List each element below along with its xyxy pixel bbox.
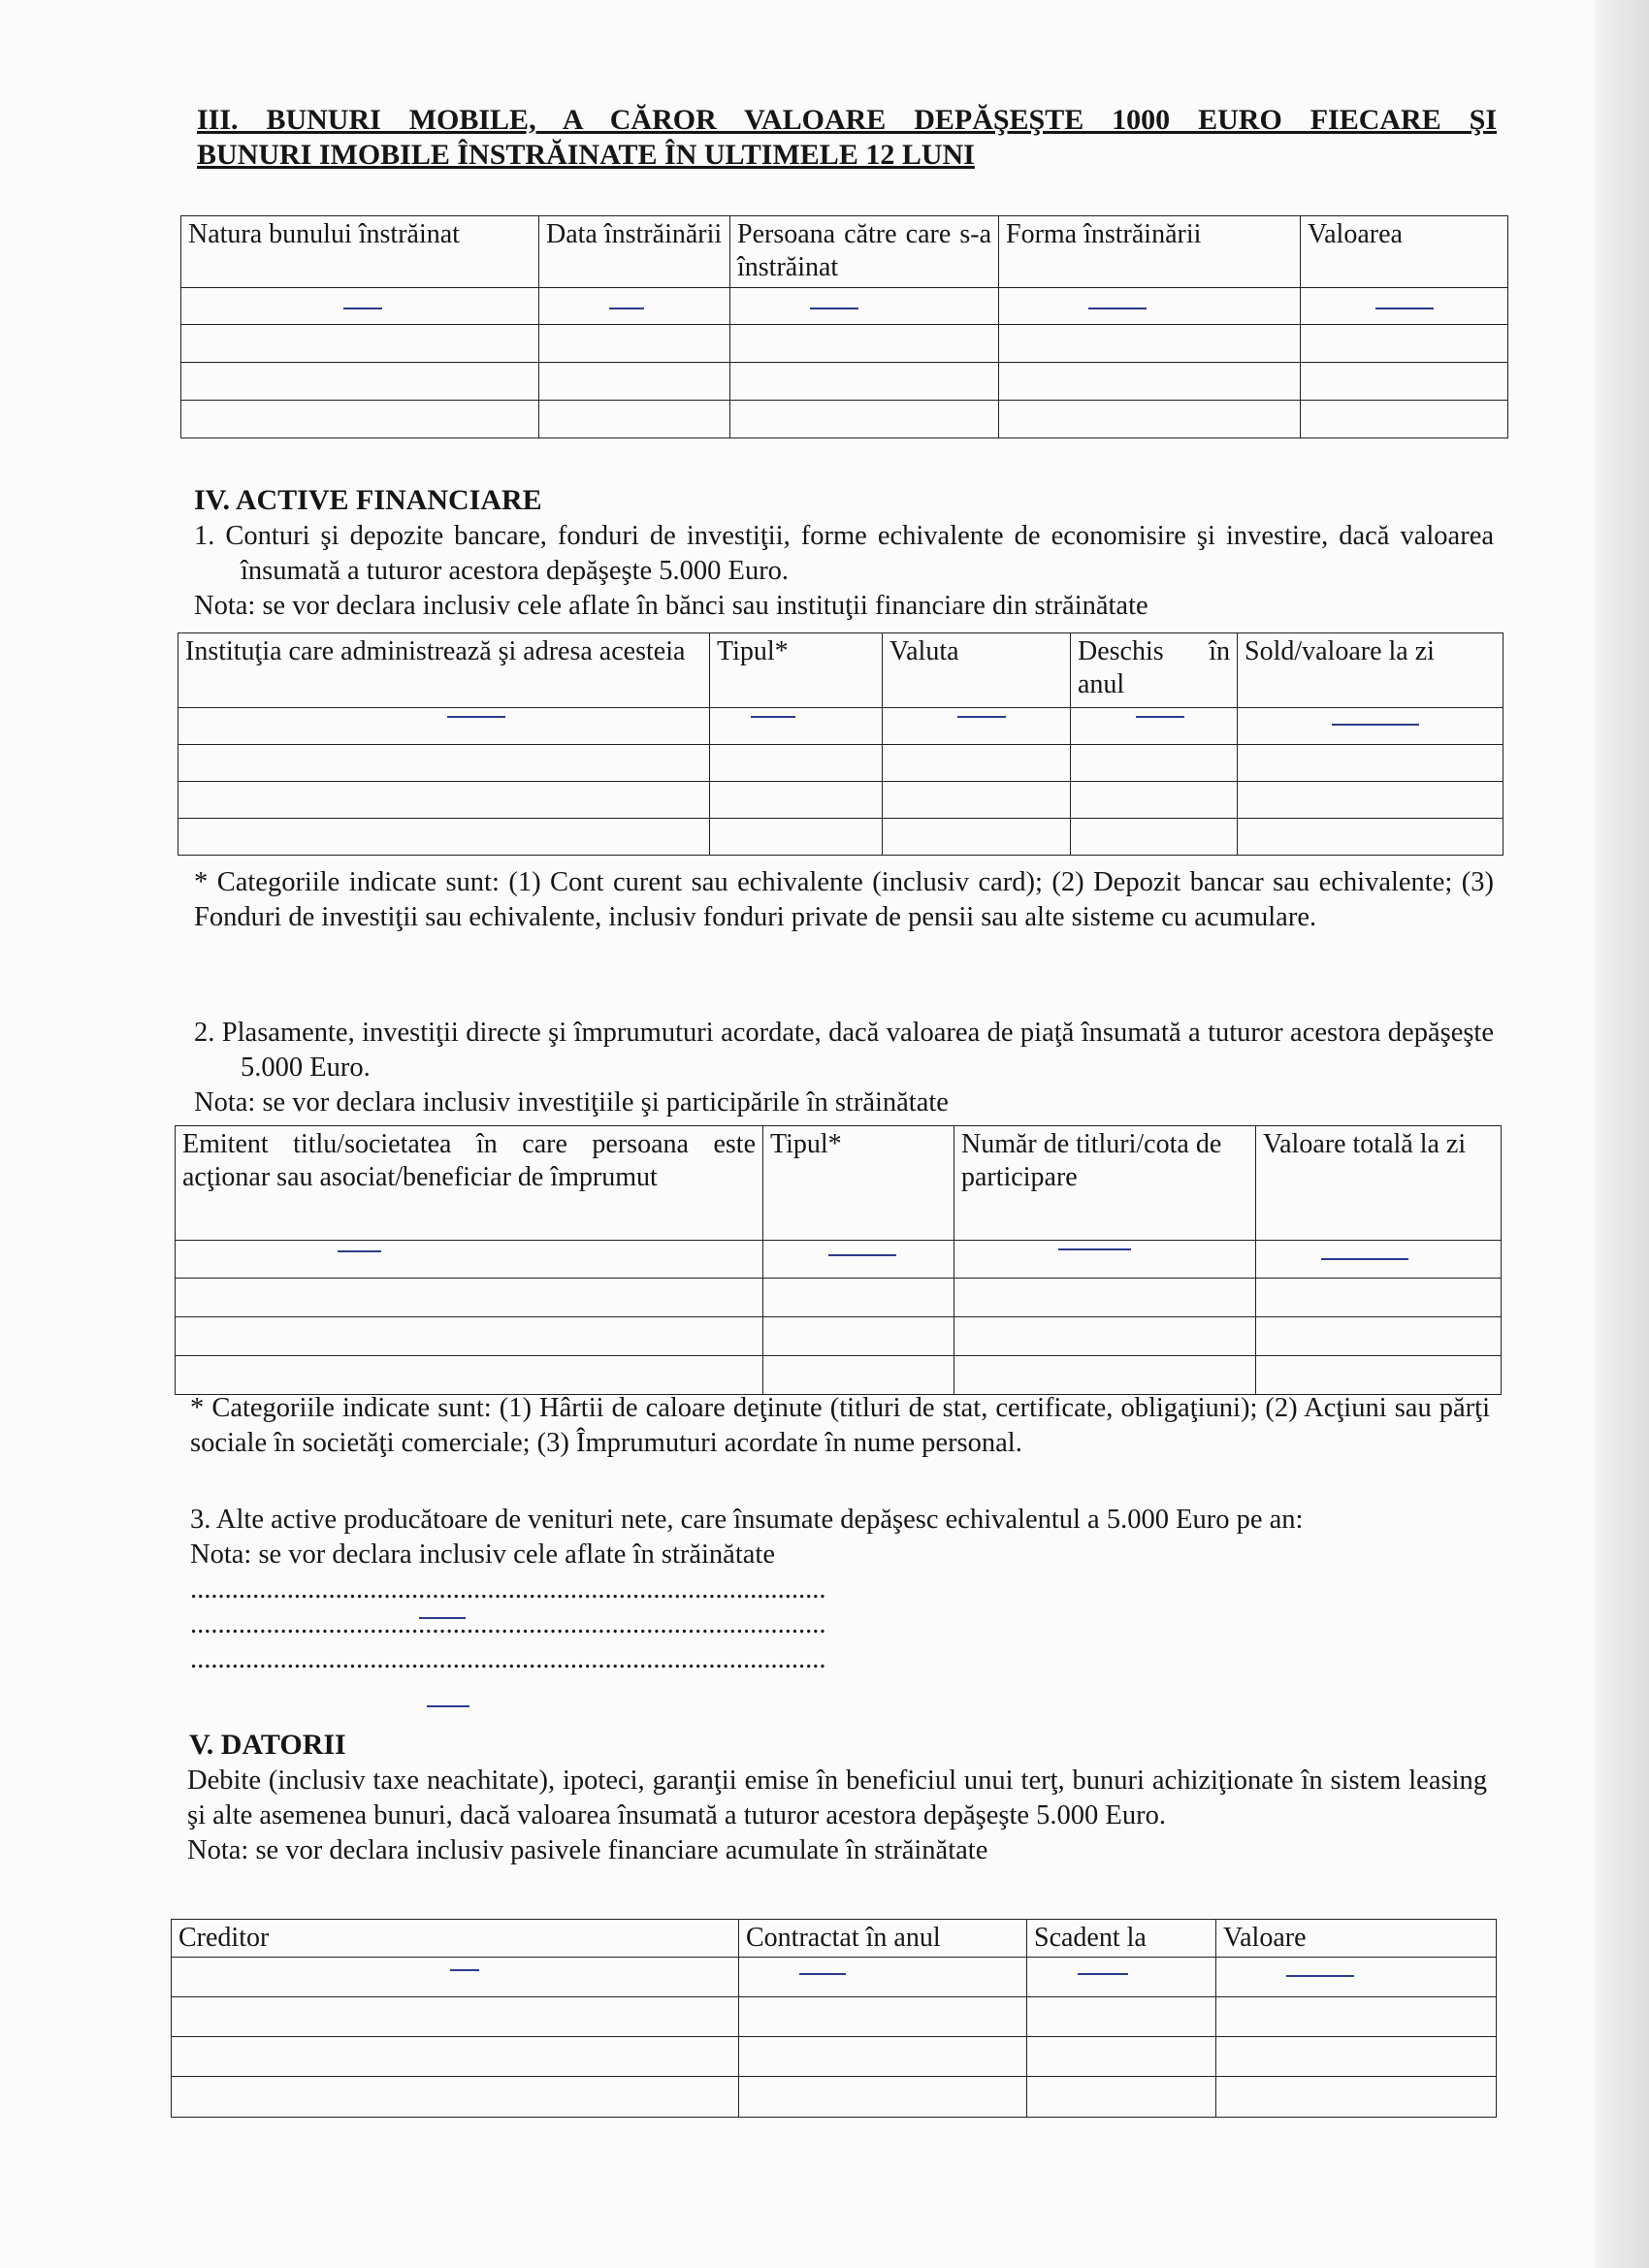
section5-table: [171, 1919, 1497, 2118]
item1-footnote: * Categoriile indicate sunt: (1) Cont curent sau echivalente (inclusiv card); (2) Depozit bancar sau echivalente; (3) Fonduri de investiţii sau echivalente, inclusiv fonduri private de pensii sau alte sisteme cu acumulare.: [194, 867, 1494, 932]
table-header-row: [178, 633, 1504, 708]
page-edge-shadow: [1595, 0, 1649, 2268]
header-emitent: Emitent titlu/societatea în care persoana este acţionar sau asociat/beneficiar de împrumut: [176, 1126, 763, 1241]
item1-text: 1. Conturi şi depozite bancare, fonduri de investiţii, forme echivalente de economisire şi investire, dacă valoarea însumată a tuturor acestora depăşeşte 5.000 Euro.: [194, 521, 1494, 586]
section5-note: Nota: se vor declara inclusiv pasivele financiare acumulate în străinătate: [187, 1834, 988, 1865]
table-header-row: [181, 216, 1508, 288]
section5-title: V. DATORII: [189, 1729, 346, 1761]
item1-table: [178, 632, 1504, 856]
pen-dash: [1286, 1975, 1354, 1977]
pen-dash: [450, 1969, 479, 1971]
table-cell: [1071, 708, 1238, 745]
table-cell: [539, 288, 730, 325]
pen-dash: [338, 1250, 381, 1252]
section4-item1: [194, 519, 1494, 624]
header-contractat: Contractat în anul: [739, 1920, 1027, 1958]
section4-item2: [194, 1016, 1494, 1120]
table-cell: [181, 288, 539, 325]
table-row: [178, 782, 1504, 819]
header-valoare: Valoare: [1216, 1920, 1497, 1958]
table-row: [172, 2077, 1497, 2118]
item3-note: Nota: se vor declara inclusiv cele aflate în străinătate: [190, 1539, 775, 1570]
table-row: [176, 1279, 1502, 1317]
item1-note: Nota: se vor declara inclusiv cele aflate în bănci sau instituţii financiare din străinătate: [194, 590, 1148, 621]
header-natura: Natura bunului înstrăinat: [181, 216, 539, 288]
table-cell: [739, 1958, 1027, 1997]
pen-dash: [1078, 1973, 1128, 1975]
table-cell: [1238, 708, 1504, 745]
header-deschis: Deschis în anul: [1071, 633, 1238, 708]
pen-dash: [828, 1254, 896, 1256]
header-valuta: Valuta: [883, 633, 1071, 708]
item3-text: 3. Alte active producătoare de venituri nete, care însumate depăşesc echivalentul a 5.000 Euro pe an:: [190, 1505, 1304, 1535]
dotted-line: ............................................................................................: [190, 1643, 826, 1674]
header-sold: Sold/valoare la zi: [1238, 633, 1504, 708]
table-cell: [1256, 1241, 1502, 1279]
pen-dash: [1058, 1248, 1131, 1250]
pen-dash: [799, 1973, 846, 1975]
section5-body: [187, 1764, 1487, 1868]
pen-dash: [1136, 716, 1184, 718]
item2-table: [175, 1125, 1502, 1395]
pen-dash: [810, 308, 858, 309]
table-row: [176, 1356, 1502, 1395]
section3-title: [197, 103, 1497, 173]
table-row: [172, 1997, 1497, 2037]
table-cell: [1216, 1958, 1497, 1997]
table-row: [176, 1317, 1502, 1356]
item2-note: Nota: se vor declara inclusiv investiţiile şi participările în străinătate: [194, 1086, 949, 1118]
pen-dash: [609, 308, 644, 309]
section4-item3: [190, 1503, 1490, 1677]
pen-dash: [1321, 1258, 1408, 1260]
pen-dash: [751, 716, 795, 718]
item2-text: 2. Plasamente, investiţii directe şi împrumuturi acordate, dacă valoarea de piaţă însumată a tuturor acestora depăşeşte 5.000 Euro.: [194, 1018, 1494, 1083]
section4-title: IV. ACTIVE FINANCIARE: [194, 484, 542, 516]
header-persoana: Persoana către care s-a înstrăinat: [730, 216, 999, 288]
table-cell: [763, 1241, 954, 1279]
pen-dash: [419, 1617, 466, 1619]
dotted-line: ............................................................................................: [190, 1573, 826, 1604]
table-row: [181, 363, 1508, 401]
header-creditor: Creditor: [172, 1920, 739, 1958]
item2-footnote: * Categoriile indicate sunt: (1) Hârtii de caloare deţinute (titluri de stat, certificate, obligaţiuni); (2) Acţiuni sau părţi sociale în societăţi comerciale; (3) Împrumuturi acordate în nume personal.: [190, 1393, 1490, 1458]
section3-title-line2: BUNURI IMOBILE ÎNSTRĂINATE ÎN ULTIMELE 12 LUNI: [197, 139, 975, 171]
section5-text: Debite (inclusiv taxe neachitate), ipoteci, garanţii emise în beneficiul unui terţ, bunuri achiziţionate în sistem leasing şi alte asemenea bunuri, dacă valoarea însumată a tuturor acestora depăşeşte 5.000 Euro.: [187, 1766, 1487, 1831]
table-row: [181, 401, 1508, 438]
table-header-row: [172, 1920, 1497, 1958]
header-valoarea: Valoarea: [1301, 216, 1508, 288]
dotted-line: ............................................................................................: [190, 1608, 826, 1639]
table-cell: [710, 708, 883, 745]
pen-dash: [427, 1705, 469, 1707]
pen-dash: [1088, 308, 1147, 309]
table-cell: [730, 288, 999, 325]
table-row: [178, 745, 1504, 782]
table-cell: [1301, 288, 1508, 325]
header-tipul: Tipul*: [710, 633, 883, 708]
section3-title-line1: III. BUNURI MOBILE, A CĂROR VALOARE DEPĂŞEŞTE 1000 EURO FIECARE ŞI: [197, 104, 1497, 136]
pen-dash: [343, 308, 382, 309]
header-scadent: Scadent la: [1027, 1920, 1216, 1958]
table-row: [178, 819, 1504, 856]
table-row: [172, 1958, 1497, 1997]
pen-dash: [447, 716, 505, 718]
table-cell: [999, 288, 1301, 325]
table-cell: [178, 708, 710, 745]
header-data: Data înstrăinării: [539, 216, 730, 288]
pen-dash: [1332, 724, 1419, 726]
header-forma: Forma înstrăinării: [999, 216, 1301, 288]
table-cell: [172, 1958, 739, 1997]
table-cell: [1027, 1958, 1216, 1997]
table-row: [172, 2037, 1497, 2077]
pen-dash: [957, 716, 1006, 718]
table-row: [181, 325, 1508, 363]
pen-dash: [1375, 308, 1434, 309]
header-valoare-totala: Valoare totală la zi: [1256, 1126, 1502, 1241]
table-row: [181, 288, 1508, 325]
header-institutia: Instituţia care administrează şi adresa acesteia: [178, 633, 710, 708]
header-tipul: Tipul*: [763, 1126, 954, 1241]
section3-table: [180, 215, 1508, 438]
table-row: [176, 1241, 1502, 1279]
table-header-row: [176, 1126, 1502, 1241]
table-cell: [954, 1241, 1256, 1279]
table-cell: [176, 1241, 763, 1279]
table-row: [178, 708, 1504, 745]
table-cell: [883, 708, 1071, 745]
header-numar: Număr de titluri/cota de participare: [954, 1126, 1256, 1241]
